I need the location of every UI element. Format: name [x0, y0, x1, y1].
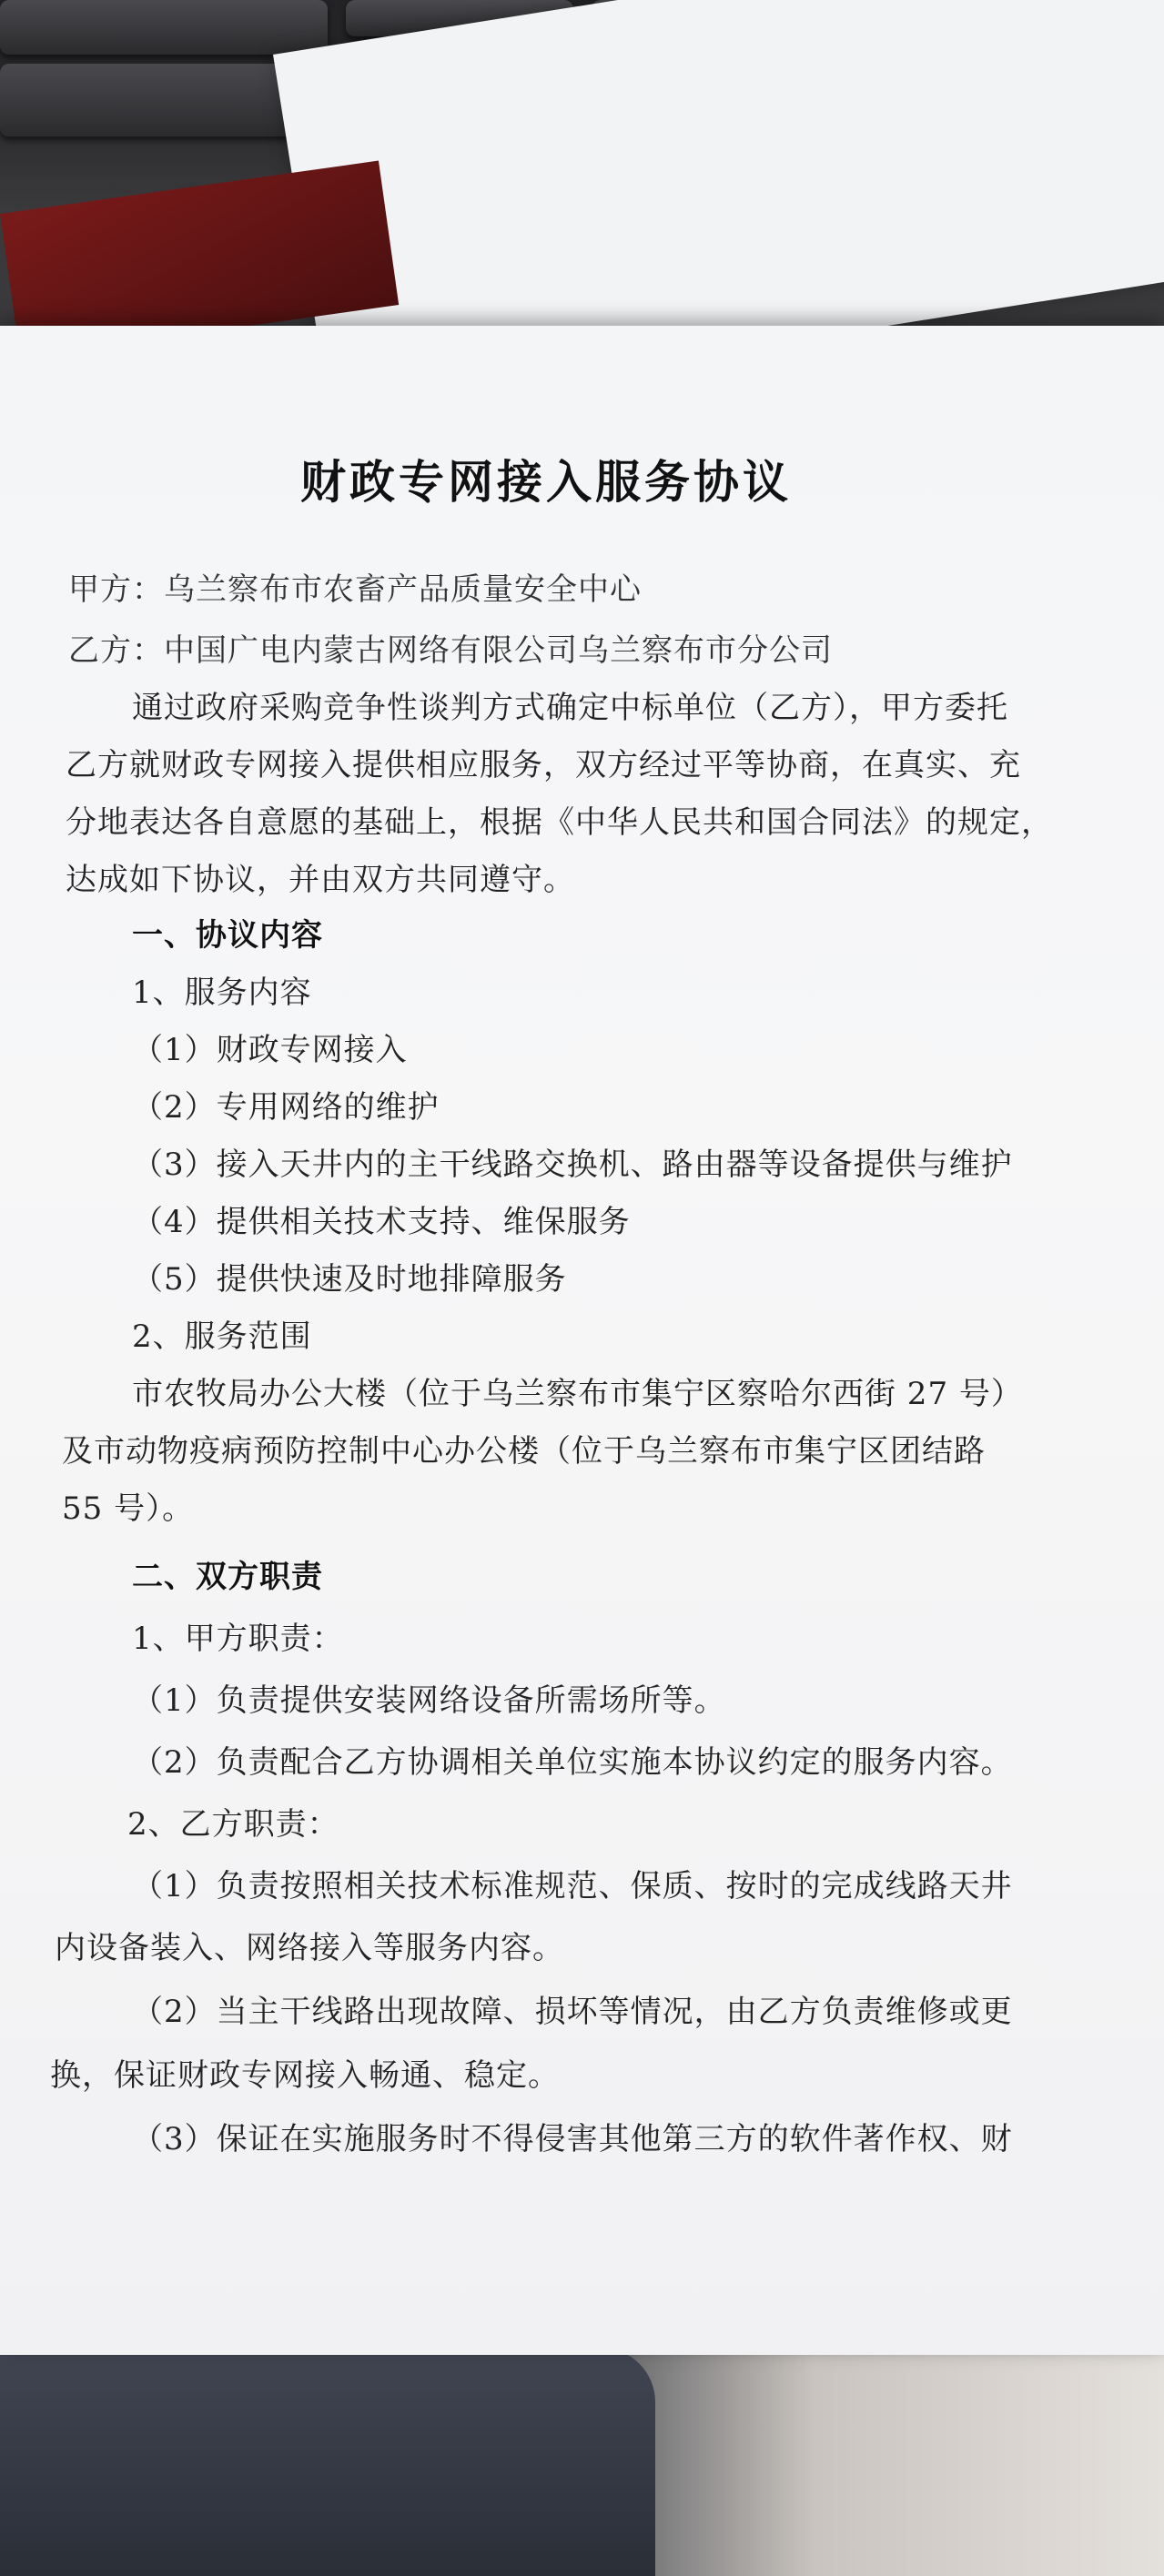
subsection-heading: 2、服务范围 [132, 1318, 312, 1355]
duty-line: （1）负责按照相关技术标准规范、保质、按时的完成线路天井 [132, 1868, 1013, 1904]
subsection-heading: 1、甲方职责： [132, 1621, 344, 1657]
list-item: （2）负责配合乙方协调相关单位实施本协议约定的服务内容。 [132, 1744, 1013, 1781]
duty-line: （2）当主干线路出现故障、损坏等情况，由乙方负责维修或更 [132, 1994, 1013, 2030]
section-heading: 二、双方职责 [132, 1559, 323, 1595]
scope-line: 市农牧局办公大楼（位于乌兰察布市集宁区察哈尔西街 27 号） [132, 1376, 1023, 1412]
section-heading: 一、协议内容 [132, 917, 323, 954]
list-item: （1）财政专网接入 [132, 1032, 408, 1068]
list-item: （3）接入天井内的主干线路交换机、路由器等设备提供与维护 [132, 1147, 1013, 1183]
dark-fabric [0, 2348, 655, 2576]
keyboard-key [0, 0, 328, 55]
scope-line: 55 号）。 [62, 1490, 195, 1527]
intro-line: 乙方就财政专网接入提供相应服务，双方经过平等协商，在真实、充 [66, 747, 1021, 783]
intro-line: 通过政府采购竞争性谈判方式确定中标单位（乙方），甲方委托 [132, 690, 1008, 726]
intro-line: 分地表达各自意愿的基础上，根据《中华人民共和国合同法》的规定， [66, 804, 1053, 841]
party-a: 甲方：乌兰察布市农畜产品质量安全中心 [68, 571, 642, 608]
party-b: 乙方：中国广电内蒙古网络有限公司乌兰察布市分公司 [68, 632, 833, 669]
subsection-heading: 2、乙方职责： [127, 1806, 339, 1843]
subsection-heading: 1、服务内容 [132, 975, 312, 1011]
list-item: （5）提供快速及时地排障服务 [132, 1261, 567, 1298]
list-item: （4）提供相关技术支持、维保服务 [132, 1204, 631, 1240]
list-item: （1）负责提供安装网络设备所需场所等。 [132, 1682, 726, 1719]
duty-line: 换，保证财政专网接入畅通、稳定。 [50, 2057, 560, 2094]
scope-line: 及市动物疫病预防控制中心办公楼（位于乌兰察布市集宁区团结路 [62, 1433, 986, 1470]
list-item: （2）专用网络的维护 [132, 1089, 440, 1126]
duty-line: 内设备装入、网络接入等服务内容。 [55, 1930, 564, 1966]
duty-line: （3）保证在实施服务时不得侵害其他第三方的软件著作权、财 [132, 2121, 1013, 2157]
document-title: 财政专网接入服务协议 [300, 455, 792, 509]
intro-line: 达成如下协议，并由双方共同遵守。 [66, 862, 575, 898]
